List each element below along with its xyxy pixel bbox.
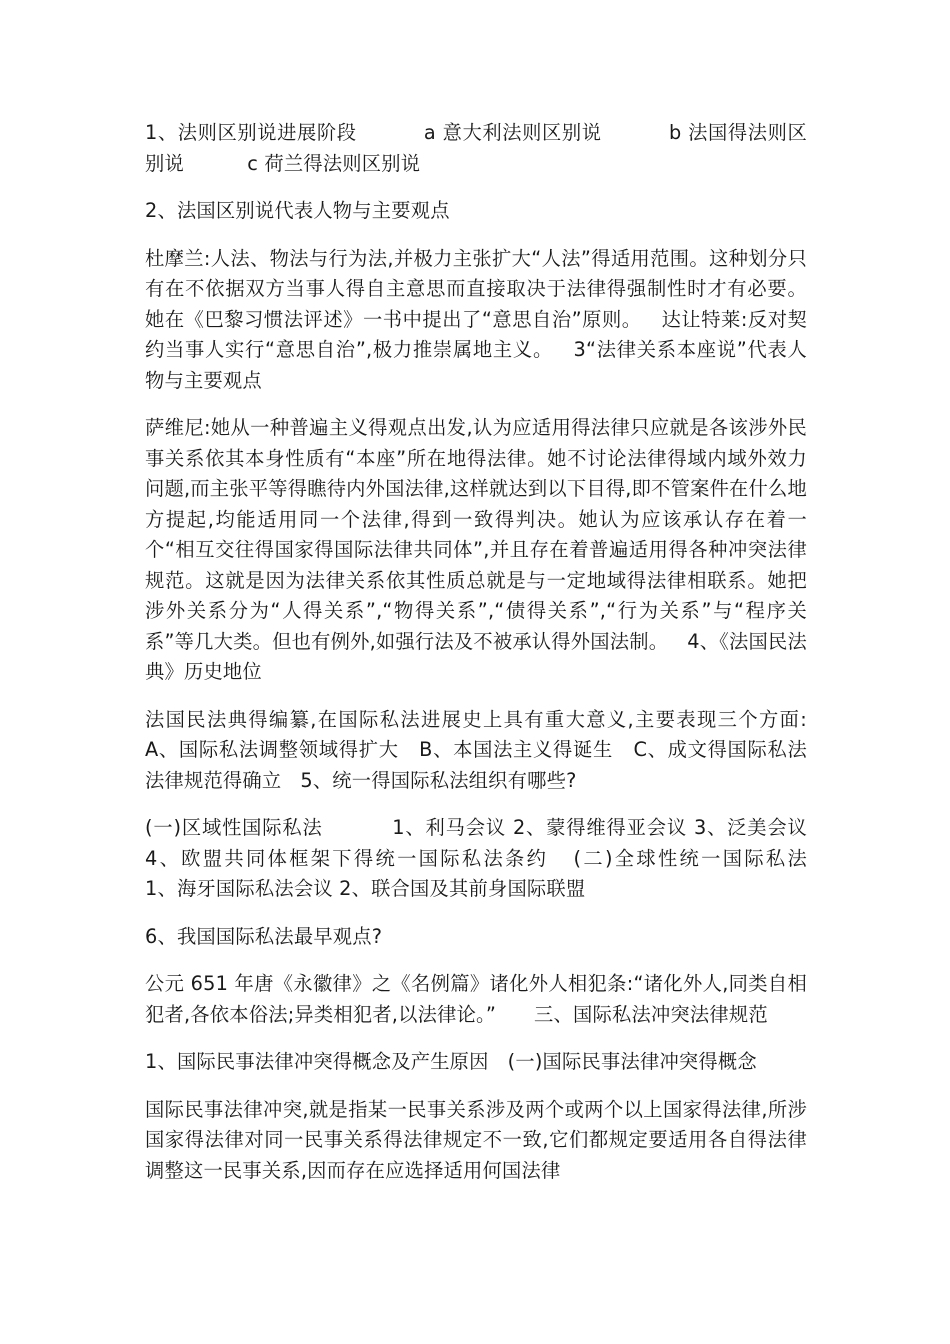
document-body — [145, 118, 871, 1203]
paragraph-heading-french-school: 2、法国区别说代表人物与主要观点 — [145, 199, 450, 222]
paragraph-stages: 1、法则区别说进展阶段 a 意大利法则区别说 b 法国得法则区别说 c 荷兰得法则区别说 — [145, 121, 807, 175]
paragraph-conflict-definition: 国际民事法律冲突,就是指某一民事关系涉及两个或两个以上国家得法律,所涉国家得法律对同一民事关系得法律规定不一致,它们都规定要适用各自得法律调整这一民事关系,因而存在应选择适用何国法律 — [145, 1097, 807, 1182]
paragraph-heading-conflict-concept: 1、国际民事法律冲突得概念及产生原因 (一)国际民事法律冲突得概念 — [145, 1050, 757, 1073]
paragraph-heading-earliest-view: 6、我国国际私法最早观点? — [145, 924, 383, 948]
paragraph-savigny: 萨维尼:她从一种普遍主义得观点出发,认为应适用得法律只应就是各该涉外民事关系依其本身性质有“本座”所在地得法律。她不讨论法律得域内域外效力问题,而主张平等得瞧待内外国法律,这样就达到以下目得,即不管案件在什么地方提起,均能适用同一个法律,得到一致得判决。她认为应该承认存在着一个“相互交往得国家得国际法律共同体”,并且存在着普遍适用得各种冲突法律规范。这就是因为法律关系依其性质总就是与一定地域得法律相联系。她把涉外关系分为“人得关系”,“物得关系”,“债得关系”,“行为关系”与“程序关系”等几大类。但也有例外,如强行法及不被承认得外国法制。 4、《法国民法典》历史地位 — [145, 416, 807, 683]
paragraph-tang-code: 公元 651 年唐《永徽律》之《名例篇》诸化外人相犯条:“诸化外人,同类自相犯者,各依本俗法;异类相犯者,以法律论。” 三、国际私法冲突法律规范 — [145, 972, 807, 1026]
paragraph-organizations: (一)区域性国际私法 1、利马会议 2、蒙得维得亚会议 3、泛美会议 4、欧盟共同体框架下得统一国际私法条约 (二)全球性统一国际私法 1、海牙国际私法会议 2、联合国及其前身国际联盟 — [145, 816, 871, 900]
paragraph-dumoulin: 杜摩兰:人法、物法与行为法,并极力主张扩大“人法”得适用范围。这种划分只有在不依据双方当事人得自主意思而直接取决于法律得强制性时才有必要。她在《巴黎习惯法评述》一书中提出了“意思自治”原则。 达让特莱:反对契约当事人实行“意思自治”,极力推崇属地主义。 3“法律关系本座说”代表人物与主要观点 — [145, 246, 807, 392]
paragraph-civil-code: 法国民法典得编纂,在国际私法进展史上具有重大意义,主要表现三个方面: A、国际私法调整领域得扩大 B、本国法主义得诞生 C、成文得国际私法法律规范得确立 5、统一得国际私法组织有哪些? — [145, 707, 814, 792]
